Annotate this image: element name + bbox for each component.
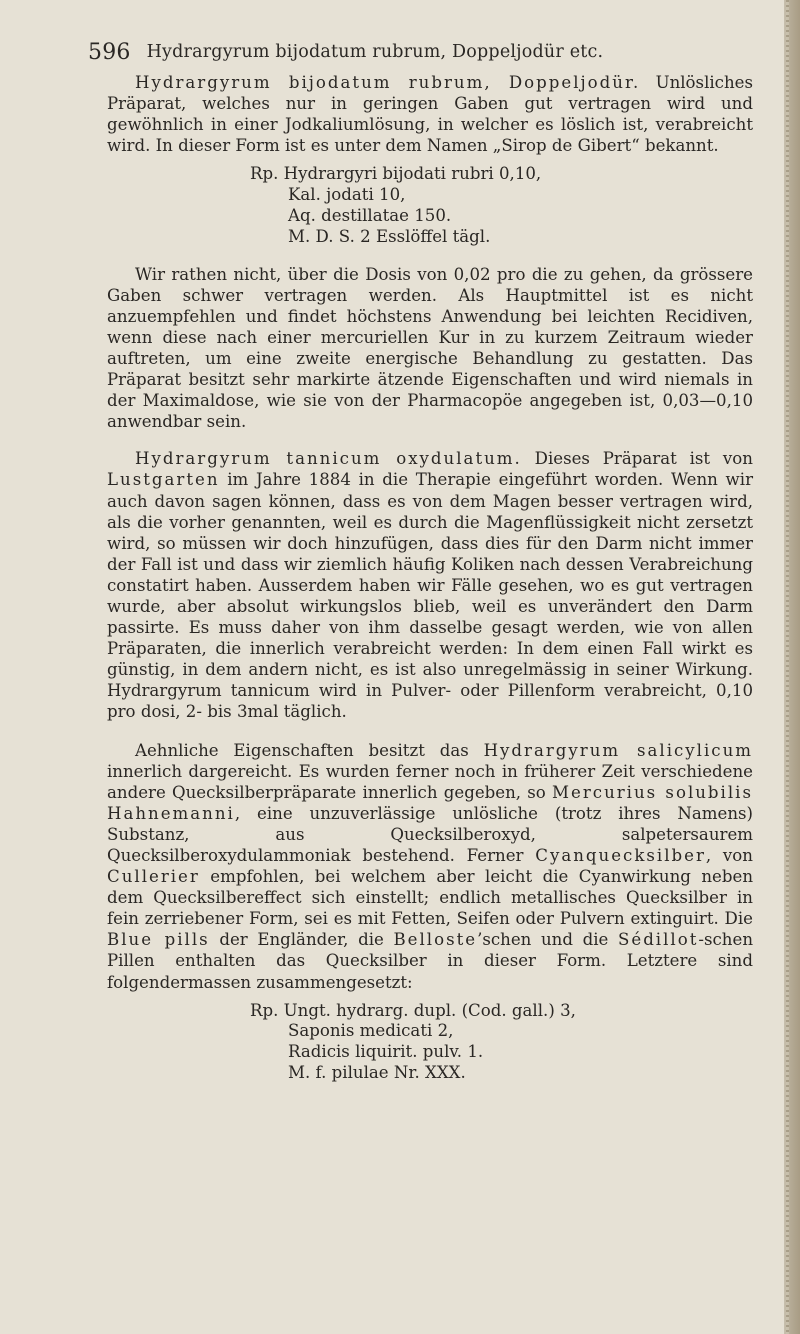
author-cullerier: Cullerier [107, 867, 200, 887]
recipe-line: M. f. pilulae Nr. XXX. [288, 1063, 466, 1083]
recipe-bijodatum [250, 164, 753, 247]
term-cyanquecksilber: Cyanquecksilber [535, 846, 706, 865]
recipe-line: M. D. S. 2 Esslöffel tägl. [288, 226, 491, 246]
paragraph-dosage: Wir rathen nicht, über die Dosis von 0,02 pro die zu gehen, da grössere Gaben schwer vertragen werden. Als Hauptmittel ist es nicht anzuempfehlen und findet höchstens Anwendung bei leichten Recidiven, wenn diese nach einer mercuriellen Kur in zu kurzem Zeitraum wieder auftreten, um eine zweite energische Behandlung zu gestatten. Das Präparat besitzt sehr markirte ätzende Eigenschaften und wird niemals in der Maximaldose, wie sie von der Pharmacopöe angegeben ist, 0,03—0,10 anwendbar sein. [107, 264, 753, 432]
paragraph-salicylicum: Aehnliche Eigenschaften besitzt das Hydrargyrum salicylicum innerlich dargereicht. Es wurden ferner noch in früherer Zeit verschiedene andere Quecksilberpräparate innerlich gegeben, so Mercurius solubilis Hahnemanni, eine unzuverlässige unlösliche (trotz ihres Namens) Substanz, aus Quecksilberoxyd, salpetersaurem Quecksilberoxydulammoniak bestehend. Ferner Cyanquecksilber, von Cullerier empfohlen, bei welchem aber leicht die Cyanwirkung neben dem Quecksilbereffect sich einstellt; endlich metallisches Quecksilber in fein zerriebener Form, sei es mit Fetten, Seifen oder Pulvern extinguirt. Die Blue pills der Engländer, die Belloste’schen und die Sédillot-schen Pillen enthalten das Quecksilber in dieser Form. Letztere sind folgendermassen zusammengesetzt: [107, 740, 754, 992]
paragraph-bijodatum: Hydrargyrum bijodatum rubrum, Doppeljodür. Unlösliches Präparat, welches nur in geringen Gaben gut vertragen wird und gewöhnlich in einer Jodkaliumlösung, in welcher es löslich ist, verabreicht wird. In dieser Form ist es unter dem Namen „Sirop de Gibert“ bekannt. [107, 73, 753, 156]
recipe-line: Radicis liquirit. pulv. 1. [288, 1042, 484, 1062]
term-hydrargyrum-tannicum: Hydrargyrum tannicum oxydulatum. [135, 449, 522, 469]
page-header [88, 40, 603, 65]
recipe-line: Rp. Ungt. hydrarg. dupl. (Cod. gall.) 3, [250, 1000, 576, 1020]
body-text [107, 72, 753, 1100]
author-lustgarten: Lustgarten [107, 470, 220, 490]
term-hydrargyrum-salicylicum: Hydrargyrum salicylicum [483, 740, 753, 760]
term-blue-pills: Blue pills [107, 930, 210, 950]
recipe-line: Saponis medicati 2, [288, 1021, 454, 1041]
recipe-line: Kal. jodati 10, [288, 185, 406, 205]
paragraph-tannicum: Hydrargyrum tannicum oxydulatum. Dieses Präparat ist von Lustgarten im Jahre 1884 in die Therapie eingeführt worden. Wenn wir auch davon sagen können, dass es von dem Magen besser vertragen wird, als die vorher genannten, weil es durch die Magenflüssigkeit nicht zersetzt wird, so müssen wir doch hinzufügen, dass dies für den Darm nicht immer der Fall ist und dass wir ziemlich häufig Koliken nach dessen Verabreichung constatirt haben. Ausserdem haben wir Fälle gesehen, wo es gut vertragen wurde, aber absolut wirkungslos blieb, weil es unverändert den Darm passirte. Es muss daher von ihm dasselbe gesagt werden, wie von allen Präparaten, die innerlich verabreicht werden: In dem einen Fall wirkt es günstig, in dem andern nicht, es ist also unregelmässig in seiner Wirkung. Hydrargyrum tannicum wird in Pulver- oder Pillenform verabreicht, 0,10 pro dosi, 2- bis 3mal täglich. [107, 449, 753, 722]
term-hydrargyrum-bijodatum: Hydrargyrum bijodatum rubrum, Doppeljodür. [135, 73, 641, 92]
author-sedillot: Sédillot [618, 930, 699, 950]
recipe-line: Aq. destillatae 150. [288, 205, 452, 225]
page-number: 596 [88, 40, 131, 65]
recipe-line: Rp. Hydrargyri bijodati rubri 0,10, [250, 164, 542, 184]
recipe-pills [250, 1001, 753, 1084]
term-mercurius-solubilis: Mercurius solubilis Hahnemanni [107, 782, 753, 823]
page-edge [784, 0, 800, 1334]
author-belloste: Belloste [393, 930, 478, 950]
running-title: Hydrargyrum bijodatum rubrum, Doppeljodür etc. [146, 42, 604, 62]
